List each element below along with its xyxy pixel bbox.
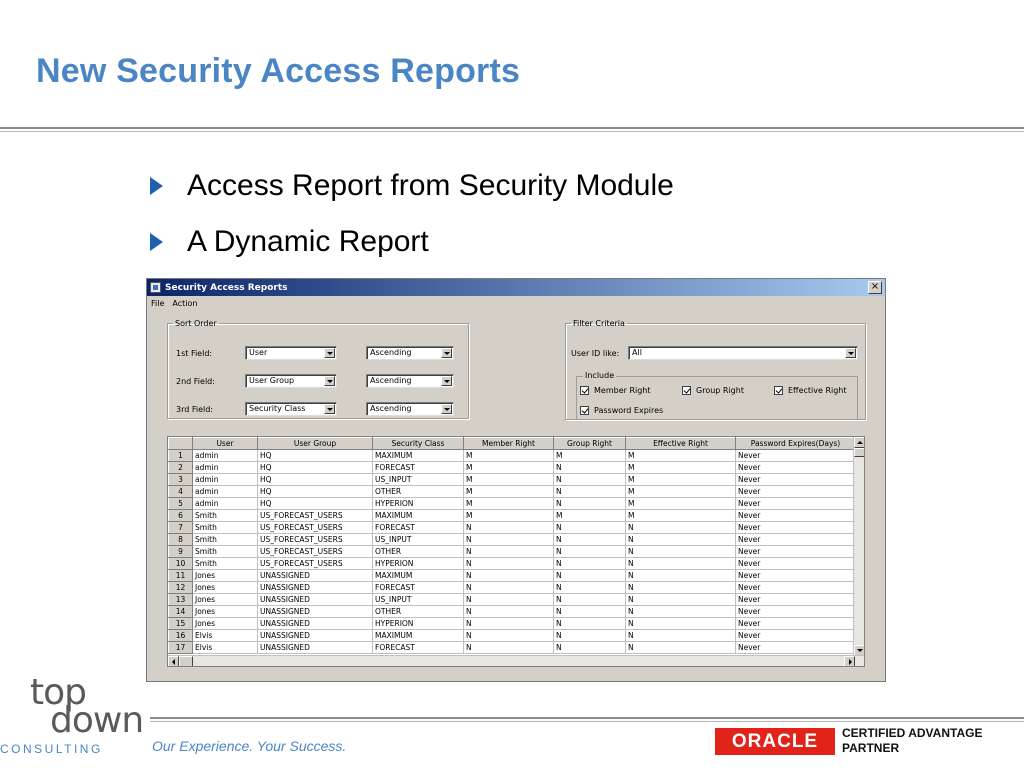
cell-user-group[interactable]: UNASSIGNED — [258, 582, 373, 594]
cell-user-group[interactable]: HQ — [258, 486, 373, 498]
password-expires-checkbox[interactable] — [580, 406, 663, 415]
cell-group-right[interactable]: M — [554, 510, 626, 522]
scroll-thumb-horizontal[interactable] — [179, 656, 193, 667]
cell-group-right[interactable]: N — [554, 642, 626, 654]
cell-user[interactable]: Smith — [193, 510, 258, 522]
table-row[interactable] — [169, 546, 856, 558]
cell-group-right[interactable]: N — [554, 582, 626, 594]
row-number[interactable]: 9 — [169, 546, 193, 558]
cell-user-group[interactable]: UNASSIGNED — [258, 630, 373, 642]
checkbox-checked-icon[interactable] — [774, 386, 783, 395]
tagline: Our Experience. Your Success. — [152, 738, 347, 754]
effective-right-label: Effective Right — [788, 386, 847, 395]
second-field-label: 2nd Field: — [176, 377, 215, 386]
cell-user-group[interactable]: US_FORECAST_USERS — [258, 534, 373, 546]
row-number[interactable]: 3 — [169, 474, 193, 486]
row-number[interactable]: 11 — [169, 570, 193, 582]
certified-partner-text — [842, 726, 982, 756]
cell-user-group[interactable]: HQ — [258, 474, 373, 486]
cell-effective-right[interactable]: N — [626, 606, 736, 618]
scroll-up-icon[interactable] — [854, 437, 865, 448]
cell-password-expires[interactable]: Never — [736, 630, 856, 642]
cell-user-group[interactable]: HQ — [258, 498, 373, 510]
second-order-value: Ascending — [370, 376, 412, 385]
cell-member-right[interactable]: N — [464, 570, 554, 582]
cell-security-class[interactable]: FORECAST — [373, 462, 464, 474]
cell-security-class[interactable]: MAXIMUM — [373, 450, 464, 462]
cell-security-class[interactable]: HYPERION — [373, 498, 464, 510]
cell-member-right[interactable]: M — [464, 450, 554, 462]
cell-group-right[interactable]: N — [554, 486, 626, 498]
row-number[interactable]: 5 — [169, 498, 193, 510]
cell-user[interactable]: Smith — [193, 546, 258, 558]
cell-password-expires[interactable]: Never — [736, 498, 856, 510]
cell-user-group[interactable]: UNASSIGNED — [258, 594, 373, 606]
password-expires-label: Password Expires — [594, 406, 664, 415]
cell-effective-right[interactable]: M — [626, 498, 736, 510]
cell-member-right[interactable]: N — [464, 630, 554, 642]
corner-header[interactable] — [169, 438, 193, 450]
cell-password-expires[interactable]: Never — [736, 474, 856, 486]
table-row[interactable] — [169, 594, 856, 606]
security-access-reports-window — [146, 278, 886, 682]
partner-line-1: CERTIFIED ADVANTAGE — [842, 726, 983, 740]
effective-right-checkbox[interactable] — [774, 386, 847, 395]
sort-order-legend: Sort Order — [175, 319, 217, 328]
cell-group-right[interactable]: M — [554, 450, 626, 462]
cell-user-group[interactable]: UNASSIGNED — [258, 642, 373, 654]
window-titlebar[interactable] — [147, 279, 885, 296]
cell-member-right[interactable]: N — [464, 582, 554, 594]
dropdown-arrow-icon[interactable] — [845, 348, 856, 358]
row-number[interactable]: 6 — [169, 510, 193, 522]
cell-user-group[interactable]: HQ — [258, 462, 373, 474]
cell-effective-right[interactable]: M — [626, 450, 736, 462]
cell-member-right[interactable]: M — [464, 462, 554, 474]
group-right-label: Group Right — [696, 386, 744, 395]
cell-password-expires[interactable]: Never — [736, 558, 856, 570]
cell-group-right[interactable]: N — [554, 618, 626, 630]
cell-member-right[interactable]: N — [464, 594, 554, 606]
third-order-select[interactable] — [366, 402, 454, 416]
user-id-select[interactable] — [628, 346, 858, 360]
cell-password-expires[interactable]: Never — [736, 618, 856, 630]
cell-member-right[interactable]: N — [464, 618, 554, 630]
bullet-item — [150, 168, 674, 204]
menu-bar — [147, 296, 885, 310]
row-number[interactable]: 7 — [169, 522, 193, 534]
dropdown-arrow-icon[interactable] — [441, 348, 452, 358]
table-row[interactable] — [169, 534, 856, 546]
triangle-bullet-icon — [150, 177, 163, 195]
cell-password-expires[interactable]: Never — [736, 582, 856, 594]
third-field-select[interactable] — [245, 402, 337, 416]
cell-member-right[interactable]: M — [464, 498, 554, 510]
cell-user[interactable]: Jones — [193, 594, 258, 606]
bullet-item — [150, 224, 674, 260]
cell-password-expires[interactable]: Never — [736, 594, 856, 606]
cell-group-right[interactable]: N — [554, 630, 626, 642]
cell-security-class[interactable]: US_INPUT — [373, 594, 464, 606]
col-header-password-expires[interactable]: Password Expires(Days) — [736, 438, 856, 450]
member-right-checkbox[interactable] — [580, 386, 651, 395]
first-order-value: Ascending — [370, 348, 412, 357]
cell-effective-right[interactable]: M — [626, 462, 736, 474]
menu-action[interactable]: Action — [172, 298, 198, 308]
cell-security-class[interactable]: MAXIMUM — [373, 570, 464, 582]
cell-password-expires[interactable]: Never — [736, 606, 856, 618]
header-row — [169, 438, 856, 450]
cell-user-group[interactable]: UNASSIGNED — [258, 570, 373, 582]
cell-effective-right[interactable]: M — [626, 510, 736, 522]
cell-member-right[interactable]: N — [464, 522, 554, 534]
cell-member-right[interactable]: M — [464, 486, 554, 498]
cell-member-right[interactable]: N — [464, 606, 554, 618]
group-right-checkbox[interactable] — [682, 386, 744, 395]
bullet-text: Access Report from Security Module — [187, 169, 674, 202]
cell-effective-right[interactable]: N — [626, 642, 736, 654]
checkbox-checked-icon[interactable] — [580, 386, 589, 395]
row-number[interactable]: 12 — [169, 582, 193, 594]
report-table — [168, 437, 856, 654]
cell-password-expires[interactable]: Never — [736, 522, 856, 534]
third-order-value: Ascending — [370, 404, 412, 413]
cell-password-expires[interactable]: Never — [736, 486, 856, 498]
table-row[interactable] — [169, 462, 856, 474]
cell-password-expires[interactable]: Never — [736, 546, 856, 558]
report-grid[interactable] — [167, 436, 865, 667]
cell-user[interactable]: Elvis — [193, 642, 258, 654]
cell-user-group[interactable]: UNASSIGNED — [258, 606, 373, 618]
table-row[interactable] — [169, 510, 856, 522]
close-button[interactable]: × — [868, 281, 882, 294]
row-number[interactable]: 2 — [169, 462, 193, 474]
triangle-bullet-icon — [150, 233, 163, 251]
cell-security-class[interactable]: OTHER — [373, 486, 464, 498]
title-divider-thin — [0, 131, 1024, 132]
table-row[interactable] — [169, 606, 856, 618]
table-row[interactable] — [169, 558, 856, 570]
col-header-security-class[interactable]: Security Class — [373, 438, 464, 450]
cell-effective-right[interactable]: M — [626, 486, 736, 498]
member-right-label: Member Right — [594, 386, 651, 395]
horizontal-scrollbar[interactable] — [168, 655, 865, 666]
cell-group-right[interactable]: N — [554, 606, 626, 618]
dropdown-arrow-icon[interactable] — [324, 404, 335, 414]
user-id-label: User ID like: — [571, 349, 620, 358]
scroll-left-icon[interactable] — [168, 656, 179, 667]
second-field-select[interactable] — [245, 374, 337, 388]
user-id-value: All — [632, 348, 642, 357]
cell-user-group[interactable]: US_FORECAST_USERS — [258, 546, 373, 558]
cell-user[interactable]: Jones — [193, 606, 258, 618]
cell-password-expires[interactable]: Never — [736, 642, 856, 654]
filter-criteria-group — [565, 319, 866, 420]
row-number[interactable]: 8 — [169, 534, 193, 546]
table-row[interactable] — [169, 570, 856, 582]
cell-effective-right[interactable]: M — [626, 474, 736, 486]
cell-group-right[interactable]: N — [554, 570, 626, 582]
cell-member-right[interactable]: M — [464, 510, 554, 522]
cell-user-group[interactable]: UNASSIGNED — [258, 618, 373, 630]
cell-password-expires[interactable]: Never — [736, 462, 856, 474]
first-field-select[interactable] — [245, 346, 337, 360]
cell-password-expires[interactable]: Never — [736, 510, 856, 522]
row-number[interactable]: 1 — [169, 450, 193, 462]
first-field-value: User — [249, 348, 268, 357]
table-row[interactable] — [169, 450, 856, 462]
app-icon — [150, 282, 161, 293]
dropdown-arrow-icon[interactable] — [324, 348, 335, 358]
cell-effective-right[interactable]: N — [626, 630, 736, 642]
cell-password-expires[interactable]: Never — [736, 534, 856, 546]
table-row[interactable] — [169, 474, 856, 486]
cell-security-class[interactable]: MAXIMUM — [373, 510, 464, 522]
filter-criteria-legend: Filter Criteria — [573, 319, 625, 328]
cell-group-right[interactable]: N — [554, 558, 626, 570]
row-number[interactable]: 17 — [169, 642, 193, 654]
cell-group-right[interactable]: N — [554, 522, 626, 534]
cell-group-right[interactable]: N — [554, 534, 626, 546]
topdown-consulting-logo — [0, 672, 150, 762]
cell-member-right[interactable]: M — [464, 474, 554, 486]
cell-user-group[interactable]: US_FORECAST_USERS — [258, 522, 373, 534]
table-row[interactable] — [169, 522, 856, 534]
cell-user[interactable]: admin — [193, 450, 258, 462]
cell-security-class[interactable]: MAXIMUM — [373, 630, 464, 642]
first-order-select[interactable] — [366, 346, 454, 360]
col-header-effective-right[interactable]: Effective Right — [626, 438, 736, 450]
slide-title: New Security Access Reports — [36, 52, 521, 90]
cell-user[interactable]: Jones — [193, 570, 258, 582]
cell-member-right[interactable]: N — [464, 546, 554, 558]
table-row[interactable] — [169, 630, 856, 642]
cell-password-expires[interactable]: Never — [736, 570, 856, 582]
window-title: Security Access Reports — [165, 282, 288, 293]
cell-effective-right[interactable]: N — [626, 522, 736, 534]
third-field-label: 3rd Field: — [176, 405, 214, 414]
checkbox-checked-icon[interactable] — [580, 406, 589, 415]
cell-security-class[interactable]: US_INPUT — [373, 474, 464, 486]
footer-divider-thin — [150, 721, 1024, 722]
row-number[interactable]: 4 — [169, 486, 193, 498]
menu-file[interactable]: File — [151, 298, 165, 308]
bullet-text: A Dynamic Report — [187, 225, 429, 258]
cell-user[interactable]: Elvis — [193, 630, 258, 642]
cell-security-class[interactable]: OTHER — [373, 546, 464, 558]
cell-user-group[interactable]: HQ — [258, 450, 373, 462]
cell-user[interactable]: admin — [193, 498, 258, 510]
col-header-member-right[interactable]: Member Right — [464, 438, 554, 450]
row-number[interactable]: 10 — [169, 558, 193, 570]
include-group — [576, 371, 858, 420]
third-field-value: Security Class — [249, 404, 306, 413]
cell-security-class[interactable]: FORECAST — [373, 642, 464, 654]
cell-group-right[interactable]: N — [554, 594, 626, 606]
dropdown-arrow-icon[interactable] — [441, 404, 452, 414]
col-header-user[interactable]: User — [193, 438, 258, 450]
cell-member-right[interactable]: N — [464, 642, 554, 654]
cell-effective-right[interactable]: N — [626, 594, 736, 606]
cell-group-right[interactable]: N — [554, 498, 626, 510]
cell-security-class[interactable]: US_INPUT — [373, 534, 464, 546]
cell-effective-right[interactable]: N — [626, 582, 736, 594]
cell-effective-right[interactable]: N — [626, 534, 736, 546]
table-row[interactable] — [169, 642, 856, 654]
row-number[interactable]: 15 — [169, 618, 193, 630]
scroll-thumb[interactable] — [854, 448, 865, 457]
cell-user[interactable]: Smith — [193, 558, 258, 570]
cell-user[interactable]: Smith — [193, 522, 258, 534]
include-legend: Include — [585, 371, 615, 380]
oracle-logo: ORACLE — [715, 728, 835, 755]
scroll-right-icon[interactable] — [844, 656, 855, 667]
logo-top-text: top — [30, 672, 86, 713]
table-row[interactable] — [169, 582, 856, 594]
cell-effective-right[interactable]: N — [626, 570, 736, 582]
checkbox-checked-icon[interactable] — [682, 386, 691, 395]
cell-user[interactable]: Jones — [193, 618, 258, 630]
col-header-user-group[interactable]: User Group — [258, 438, 373, 450]
table-row[interactable] — [169, 486, 856, 498]
cell-user[interactable]: admin — [193, 462, 258, 474]
cell-group-right[interactable]: N — [554, 474, 626, 486]
cell-user-group[interactable]: US_FORECAST_USERS — [258, 558, 373, 570]
partner-line-2: PARTNER — [842, 741, 900, 755]
row-number[interactable]: 13 — [169, 594, 193, 606]
first-field-label: 1st Field: — [176, 349, 213, 358]
cell-user[interactable]: Smith — [193, 534, 258, 546]
cell-user[interactable]: admin — [193, 474, 258, 486]
grid-body — [169, 450, 856, 654]
cell-user[interactable]: Jones — [193, 582, 258, 594]
bullet-list — [150, 168, 674, 280]
cell-effective-right[interactable]: N — [626, 618, 736, 630]
table-row[interactable] — [169, 498, 856, 510]
col-header-group-right[interactable]: Group Right — [554, 438, 626, 450]
cell-member-right[interactable]: N — [464, 558, 554, 570]
title-divider — [0, 127, 1024, 129]
vertical-scrollbar[interactable] — [853, 437, 864, 656]
row-number[interactable]: 14 — [169, 606, 193, 618]
cell-security-class[interactable]: HYPERION — [373, 618, 464, 630]
footer-divider — [150, 717, 1024, 719]
cell-security-class[interactable]: FORECAST — [373, 522, 464, 534]
cell-user[interactable]: admin — [193, 486, 258, 498]
cell-password-expires[interactable]: Never — [736, 450, 856, 462]
dropdown-arrow-icon[interactable] — [324, 376, 335, 386]
cell-member-right[interactable]: N — [464, 534, 554, 546]
logo-down-text: down — [50, 700, 144, 741]
second-order-select[interactable] — [366, 374, 454, 388]
cell-effective-right[interactable]: N — [626, 558, 736, 570]
dropdown-arrow-icon[interactable] — [441, 376, 452, 386]
cell-user-group[interactable]: US_FORECAST_USERS — [258, 510, 373, 522]
sort-order-group — [167, 319, 469, 419]
cell-effective-right[interactable]: N — [626, 546, 736, 558]
cell-security-class[interactable]: FORECAST — [373, 582, 464, 594]
cell-security-class[interactable]: HYPERION — [373, 558, 464, 570]
cell-security-class[interactable]: OTHER — [373, 606, 464, 618]
table-row[interactable] — [169, 618, 856, 630]
cell-group-right[interactable]: N — [554, 462, 626, 474]
row-number[interactable]: 16 — [169, 630, 193, 642]
cell-group-right[interactable]: N — [554, 546, 626, 558]
second-field-value: User Group — [249, 376, 295, 385]
logo-consulting-text: CONSULTING — [0, 742, 103, 756]
